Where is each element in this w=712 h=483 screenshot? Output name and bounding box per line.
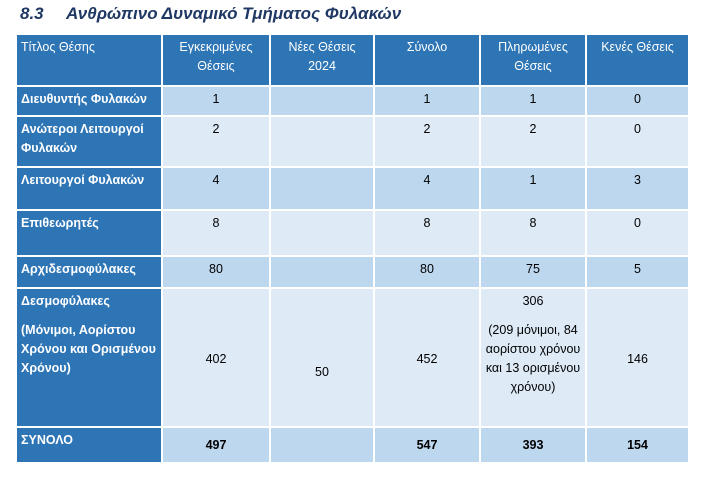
cell-new-2024 — [270, 427, 374, 463]
table-header-row — [16, 34, 689, 86]
row-title — [16, 288, 162, 427]
table-row — [16, 210, 689, 256]
cell-vacant: 3 — [586, 167, 689, 210]
header-total: Σύνολο — [374, 34, 480, 86]
cell-total: 8 — [374, 210, 480, 256]
cell-total: 1 — [374, 86, 480, 116]
cell-new-2024 — [270, 256, 374, 288]
cell-total: 2 — [374, 116, 480, 167]
cell-approved: 1 — [162, 86, 270, 116]
row-title: Αρχιδεσμοφύλακες — [16, 256, 162, 288]
table-row — [16, 86, 689, 116]
cell-vacant: 5 — [586, 256, 689, 288]
staff-table — [15, 33, 690, 464]
cell-approved: 4 — [162, 167, 270, 210]
cell-new-2024 — [270, 116, 374, 167]
row-title-main: Δεσμοφύλακες — [21, 294, 110, 308]
cell-paid: 2 — [480, 116, 586, 167]
cell-approved: 80 — [162, 256, 270, 288]
cell-paid: 8 — [480, 210, 586, 256]
cell-total: 452 — [374, 288, 480, 427]
table-row — [16, 288, 689, 427]
cell-new-2024 — [270, 86, 374, 116]
cell-approved: 497 — [162, 427, 270, 463]
cell-vacant: 0 — [586, 86, 689, 116]
section-heading — [20, 4, 700, 28]
row-title: Λειτουργοί Φυλακών — [16, 167, 162, 210]
cell-new-2024 — [270, 167, 374, 210]
cell-vacant: 0 — [586, 116, 689, 167]
cell-vacant: 154 — [586, 427, 689, 463]
cell-paid: 1 — [480, 86, 586, 116]
table-row — [16, 256, 689, 288]
cell-paid: 75 — [480, 256, 586, 288]
header-paid: Πληρωμένες Θέσεις — [480, 34, 586, 86]
cell-vacant: 146 — [586, 288, 689, 427]
cell-new-2024: 50 — [270, 288, 374, 427]
cell-paid-note: (209 μόνιμοι, 84 αορίστου χρόνου και 13 ορισμένου χρόνου) — [485, 323, 581, 394]
row-title: Ανώτεροι Λειτουργοί Φυλακών — [16, 116, 162, 167]
cell-total: 4 — [374, 167, 480, 210]
header-new-2024: Νέες Θέσεις 2024 — [270, 34, 374, 86]
row-title: Επιθεωρητές — [16, 210, 162, 256]
cell-total: 80 — [374, 256, 480, 288]
header-title: Τίτλος Θέσης — [16, 34, 162, 86]
cell-paid-main: 306 — [522, 294, 544, 308]
section-number: 8.3 — [20, 4, 44, 23]
section-title: Ανθρώπινο Δυναμικό Τμήματος Φυλακών — [66, 4, 402, 23]
header-approved: Εγκεκριμένες Θέσεις — [162, 34, 270, 86]
cell-paid — [480, 288, 586, 427]
table-row — [16, 167, 689, 210]
cell-total: 547 — [374, 427, 480, 463]
cell-approved: 402 — [162, 288, 270, 427]
row-title: ΣΥΝΟΛΟ — [16, 427, 162, 463]
header-vacant: Κενές Θέσεις — [586, 34, 689, 86]
table-total-row — [16, 427, 689, 463]
cell-approved: 8 — [162, 210, 270, 256]
cell-approved: 2 — [162, 116, 270, 167]
cell-vacant: 0 — [586, 210, 689, 256]
cell-paid: 1 — [480, 167, 586, 210]
cell-paid: 393 — [480, 427, 586, 463]
row-title-note: (Μόνιμοι, Αορίστου Χρόνου και Ορισμένου Χρόνου) — [21, 323, 156, 375]
row-title: Διευθυντής Φυλακών — [16, 86, 162, 116]
table-row — [16, 116, 689, 167]
cell-new-2024 — [270, 210, 374, 256]
